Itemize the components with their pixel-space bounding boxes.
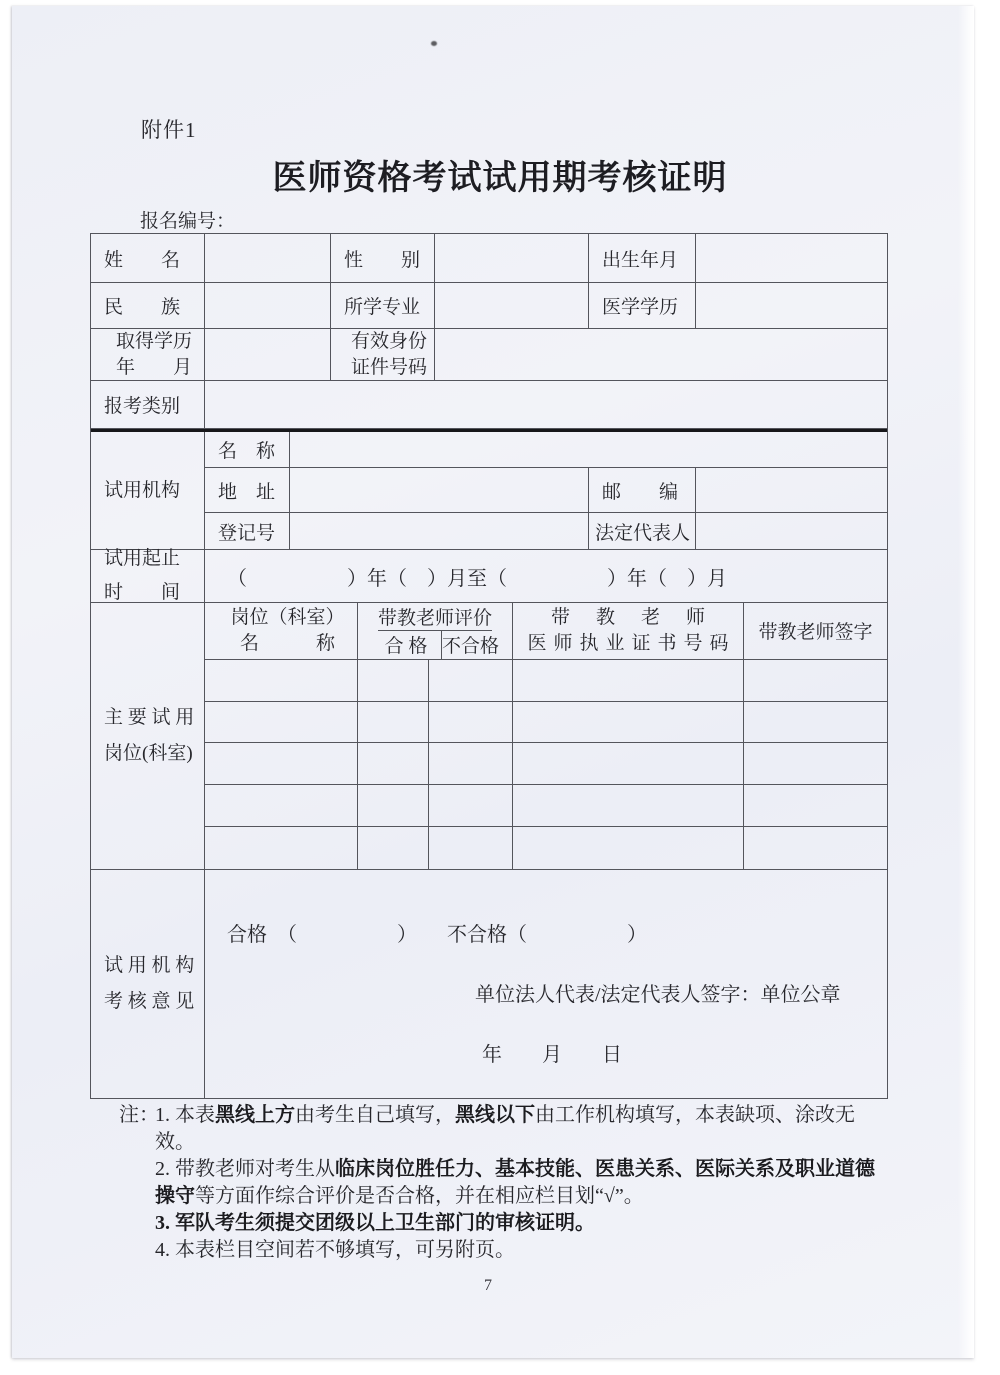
empty-cell xyxy=(429,660,513,701)
fail-header: 不合格 xyxy=(441,636,499,658)
major-label: 所学专业 xyxy=(331,283,435,328)
birth-value-cell xyxy=(696,234,887,282)
empty-cell xyxy=(513,660,744,701)
empty-cell xyxy=(358,743,429,784)
assessment-label: 试 用 机 构 考 核 意 见 xyxy=(91,870,205,1098)
id-number-value-cell xyxy=(435,329,887,380)
ethnicity-value-cell xyxy=(205,283,331,328)
empty-cell xyxy=(744,827,887,869)
empty-cell xyxy=(205,743,358,784)
note-1: 1. 本表黑线上方由考生自己填写，黑线以下由工作机构填写，本表缺项、涂改无效。 xyxy=(155,1104,855,1153)
empty-cell xyxy=(205,702,358,743)
institution-name-row xyxy=(205,432,887,468)
institution-address-label: 地 址 xyxy=(205,468,290,513)
education-value-cell xyxy=(696,283,887,328)
institution-address-value-cell xyxy=(290,468,589,513)
assessment-date-line: 年 月 日 xyxy=(482,1044,622,1066)
education-label: 医学学历 xyxy=(589,283,696,328)
empty-cell xyxy=(513,743,744,784)
institution-label: 试用机构 xyxy=(91,432,205,549)
attachment-label: 附件1 xyxy=(141,118,197,142)
empty-cell xyxy=(205,660,358,701)
assessment-result-line: 合格 （ ） 不合格（ ） xyxy=(227,924,647,946)
degree-date-label: 取得学历 年 月 xyxy=(91,329,205,380)
empty-cell xyxy=(513,785,744,826)
notes-block xyxy=(119,1102,891,1264)
postcode-value-cell xyxy=(696,468,887,513)
empty-cell xyxy=(205,785,358,826)
certificate-form-table xyxy=(90,233,888,1099)
empty-cell xyxy=(744,785,887,826)
period-value: （ ）年（ ）月至（ ）年（ ）月 xyxy=(227,567,727,590)
ethnicity-label: 民 族 xyxy=(91,283,205,328)
name-value-cell xyxy=(205,234,331,282)
exam-category-label: 报考类别 xyxy=(91,381,205,428)
assessment-content xyxy=(205,870,887,1098)
teacher-cert-header: 带教老师 医师执业证书号码 xyxy=(513,603,744,659)
position-entry-row xyxy=(205,827,887,869)
gender-value-cell xyxy=(435,234,589,282)
row-name-gender-birth xyxy=(91,234,887,283)
teacher-eval-header: 带教老师评价 合 格 不合格 xyxy=(358,603,513,659)
empty-cell xyxy=(429,827,513,869)
position-entry-row xyxy=(205,743,887,785)
empty-cell xyxy=(358,660,429,701)
name-label: 姓 名 xyxy=(91,234,205,282)
post-name-header: 岗位（科室） 名 称 xyxy=(205,603,358,659)
empty-cell xyxy=(358,702,429,743)
period-label: 试用起止 时 间 xyxy=(91,550,205,602)
major-value-cell xyxy=(435,283,589,328)
empty-cell xyxy=(744,743,887,784)
row-ethnicity-major-education xyxy=(91,283,887,329)
legal-rep-label: 法定代表人 xyxy=(589,513,696,549)
empty-cell xyxy=(429,743,513,784)
row-exam-category xyxy=(91,381,887,429)
assessment-signature-line: 单位法人代表/法定代表人签字：单位公章 xyxy=(475,984,841,1006)
position-entry-row xyxy=(205,785,887,827)
positions-header-row xyxy=(205,603,887,660)
document-title: 医师资格考试试用期考核证明 xyxy=(272,160,728,197)
institution-regno-label: 登记号 xyxy=(205,513,290,549)
institution-section xyxy=(91,432,887,550)
empty-cell xyxy=(429,785,513,826)
pass-header: 合 格 xyxy=(371,631,442,659)
legal-rep-value-cell xyxy=(696,513,887,549)
institution-regno-row xyxy=(205,513,887,549)
empty-cell xyxy=(513,827,744,869)
empty-cell xyxy=(358,785,429,826)
row-degree-id xyxy=(91,329,887,381)
page-number: 7 xyxy=(484,1277,492,1294)
assessment-section xyxy=(91,870,887,1098)
position-entry-row xyxy=(205,702,887,744)
postcode-label: 邮 编 xyxy=(589,468,696,513)
empty-cell xyxy=(429,702,513,743)
teacher-sign-header: 带教老师签字 xyxy=(758,622,873,644)
empty-cell xyxy=(744,702,887,743)
note-4: 4. 本表栏目空间若不够填写，可另附页。 xyxy=(155,1239,515,1261)
scan-artifact-dot xyxy=(431,41,437,46)
positions-section xyxy=(91,603,887,870)
institution-regno-value-cell xyxy=(290,513,589,549)
exam-category-value-cell xyxy=(205,381,887,428)
institution-name-value-cell xyxy=(290,432,887,467)
id-number-label: 有效身份 证件号码 xyxy=(331,329,435,380)
birth-label: 出生年月 xyxy=(589,234,696,282)
empty-cell xyxy=(513,702,744,743)
institution-name-label: 名 称 xyxy=(205,432,290,467)
note-2: 2. 带教老师对考生从临床岗位胜任力、基本技能、医患关系、医际关系及职业道德操守等方面作综合评价是否合格，并在相应栏目划“√”。 xyxy=(155,1158,875,1207)
positions-label: 主 要 试 用 岗位(科室) xyxy=(91,603,205,869)
period-section xyxy=(91,550,887,603)
gender-label: 性 别 xyxy=(331,234,435,282)
notes-label: 注： xyxy=(119,1104,159,1126)
position-entry-row xyxy=(205,660,887,702)
degree-date-value-cell xyxy=(205,329,331,380)
institution-address-row xyxy=(205,468,887,514)
note-3: 3. 军队考生须提交团级以上卫生部门的审核证明。 xyxy=(155,1212,595,1234)
registration-number-label: 报名编号： xyxy=(140,211,236,232)
empty-cell xyxy=(744,660,887,701)
empty-cell xyxy=(205,827,358,869)
empty-cell xyxy=(358,827,429,869)
scan-edge-shade xyxy=(958,6,974,1358)
